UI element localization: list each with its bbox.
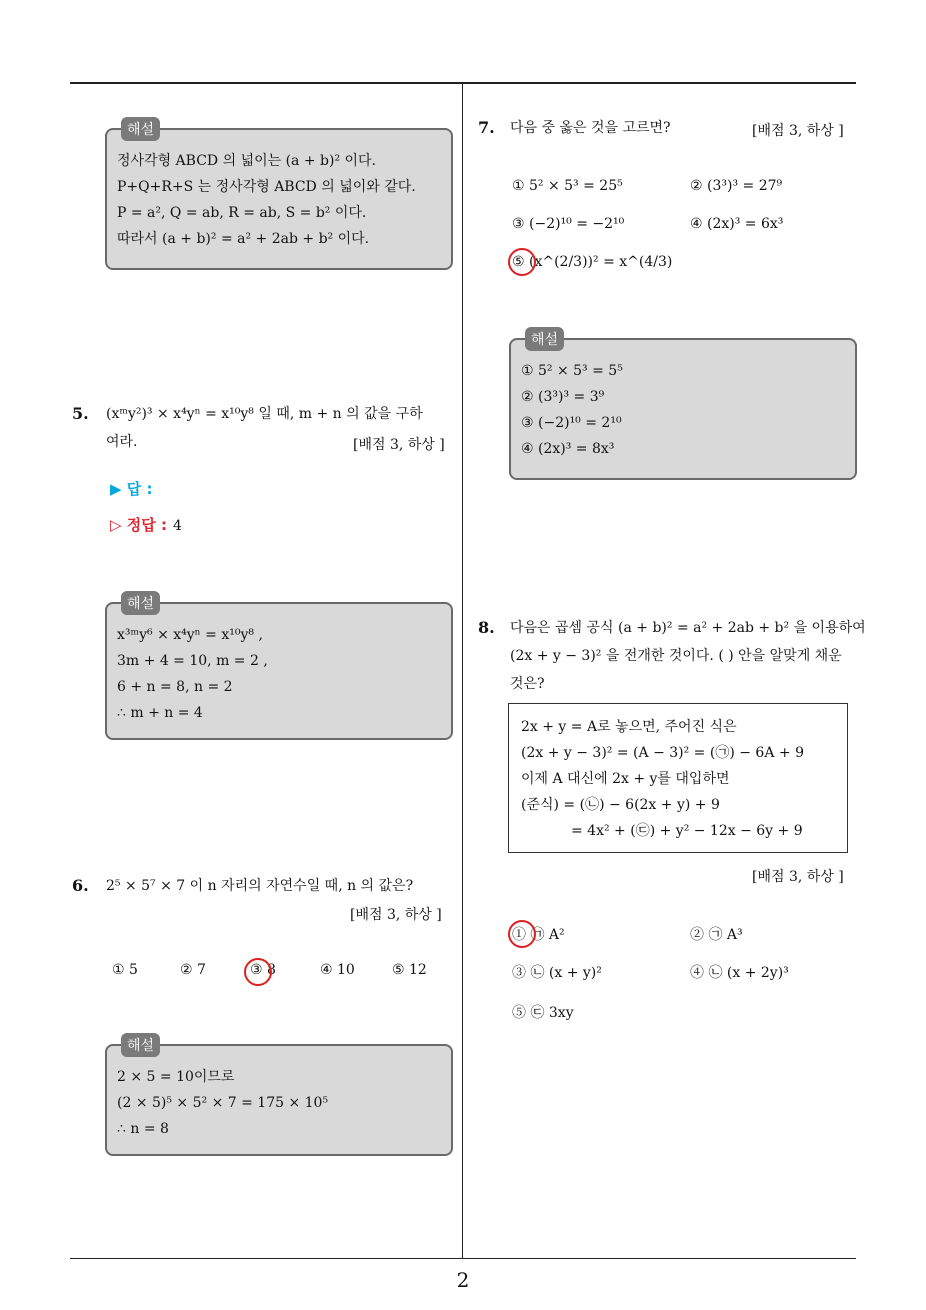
choice-5[interactable]: ⑤ ㉢ 3xy <box>512 1005 574 1021</box>
expansion-line: (준식) = (㉡) − 6(2x + y) + 9 <box>521 797 720 813</box>
question-8-number: 8. <box>478 618 495 637</box>
solution-line: ∴ n = 8 <box>117 1121 169 1137</box>
page-number: 2 <box>456 1268 470 1292</box>
solution-line: ② (3³)³ = 3⁹ <box>521 389 605 405</box>
question-5-line2: 여라. <box>106 434 138 450</box>
solution-line: ③ (−2)¹⁰ = 2¹⁰ <box>521 415 622 431</box>
choice-3[interactable]: ③ 8 <box>250 962 276 978</box>
question-6-text: 2⁵ × 5⁷ × 7 이 n 자리의 자연수일 때, n 의 값은? <box>106 878 414 894</box>
choice-4[interactable]: ④ 10 <box>320 962 355 978</box>
question-6-number: 6. <box>72 876 89 895</box>
expansion-line: 이제 A 대신에 2x + y를 대입하면 <box>521 771 730 787</box>
solution-line: 3m + 4 = 10, m = 2 , <box>117 653 268 669</box>
solution-tab: 해설 <box>525 327 564 351</box>
question-8-line1: 다음은 곱셈 공식 (a + b)² = a² + 2ab + b² 을 이용하여 <box>510 620 866 636</box>
solution-tab: 해설 <box>121 117 160 141</box>
question-5-score: [배점 3, 하상 ] <box>353 437 445 453</box>
choice-2[interactable]: ② (3³)³ = 27⁹ <box>690 178 783 194</box>
choice-1[interactable]: ① 5 <box>112 962 138 978</box>
correct-answer <box>110 514 182 535</box>
expansion-line: 2x + y = A로 놓으면, 주어진 식은 <box>521 719 737 735</box>
solution-box-q7 <box>509 332 857 480</box>
question-7-text: 다음 중 옳은 것을 고르면? <box>510 120 671 136</box>
answer-prompt: ▶ 답 : <box>110 480 153 498</box>
choice-1[interactable]: ① ㉠ A² <box>512 927 565 943</box>
solution-box-q4 <box>105 122 453 270</box>
expansion-line: (2x + y − 3)² = (A − 3)² = (㉠) − 6A + 9 <box>521 745 804 761</box>
expansion-line: = 4x² + (㉢) + y² − 12x − 6y + 9 <box>571 823 803 839</box>
question-6-score: [배점 3, 하상 ] <box>350 907 442 923</box>
question-8-text <box>510 614 866 698</box>
solution-line: ④ (2x)³ = 8x³ <box>521 441 615 457</box>
question-5-line1: (xᵐy²)³ × x⁴yⁿ = x¹⁰y⁸ 일 때, m + n 의 값을 구하 <box>106 406 423 422</box>
choice-3[interactable]: ③ ㉡ (x + y)² <box>512 965 602 981</box>
correct-answer-label: ▷ 정답 : <box>110 516 167 534</box>
solution-line: P+Q+R+S 는 정사각형 ABCD 의 넓이와 같다. <box>117 179 416 195</box>
solution-line: x³ᵐy⁶ × x⁴yⁿ = x¹⁰y⁸ , <box>117 627 263 643</box>
correct-answer-value: 4 <box>172 518 182 534</box>
selected-answer-mark <box>508 920 536 948</box>
solution-tab: 해설 <box>121 1033 160 1057</box>
question-7-score: [배점 3, 하상 ] <box>752 123 844 139</box>
bottom-rule <box>70 1258 856 1259</box>
question-7-number: 7. <box>478 118 495 137</box>
choice-4[interactable]: ④ (2x)³ = 6x³ <box>690 216 784 232</box>
solution-line: ∴ m + n = 4 <box>117 705 203 721</box>
selected-answer-mark <box>508 248 536 276</box>
solution-line: 6 + n = 8, n = 2 <box>117 679 233 695</box>
solution-line: P = a², Q = ab, R = ab, S = b² 이다. <box>117 205 367 221</box>
solution-box-q5 <box>105 596 453 740</box>
choice-3[interactable]: ③ (−2)¹⁰ = −2¹⁰ <box>512 216 625 232</box>
question-5-number: 5. <box>72 404 89 423</box>
question-8-line2: (2x + y − 3)² 을 전개한 것이다. ( ) 안을 알맞게 채운 <box>510 648 842 664</box>
selected-answer-mark <box>244 958 272 986</box>
top-rule <box>70 82 856 84</box>
solution-box-q6 <box>105 1038 453 1156</box>
choice-1[interactable]: ① 5² × 5³ = 25⁵ <box>512 178 623 194</box>
solution-line: 따라서 (a + b)² = a² + 2ab + b² 이다. <box>117 231 370 247</box>
choice-2[interactable]: ② ㉠ A³ <box>690 927 743 943</box>
column-divider <box>462 84 463 1258</box>
solution-line: 2 × 5 = 10이므로 <box>117 1069 235 1085</box>
choice-4[interactable]: ④ ㉡ (x + 2y)³ <box>690 965 789 981</box>
choice-2[interactable]: ② 7 <box>180 962 206 978</box>
solution-line: (2 × 5)⁵ × 5² × 7 = 175 × 10⁵ <box>117 1095 329 1111</box>
solution-line: ① 5² × 5³ = 5⁵ <box>521 363 623 379</box>
choice-5[interactable]: ⑤ 12 <box>392 962 427 978</box>
solution-line: 정사각형 ABCD 의 넓이는 (a + b)² 이다. <box>117 153 377 169</box>
question-8-line3: 것은? <box>510 676 545 692</box>
expansion-box <box>508 703 848 853</box>
question-8-score: [배점 3, 하상 ] <box>752 869 844 885</box>
solution-tab: 해설 <box>121 591 160 615</box>
choice-5[interactable]: ⑤ (x^(2/3))² = x^(4/3) <box>512 254 673 270</box>
